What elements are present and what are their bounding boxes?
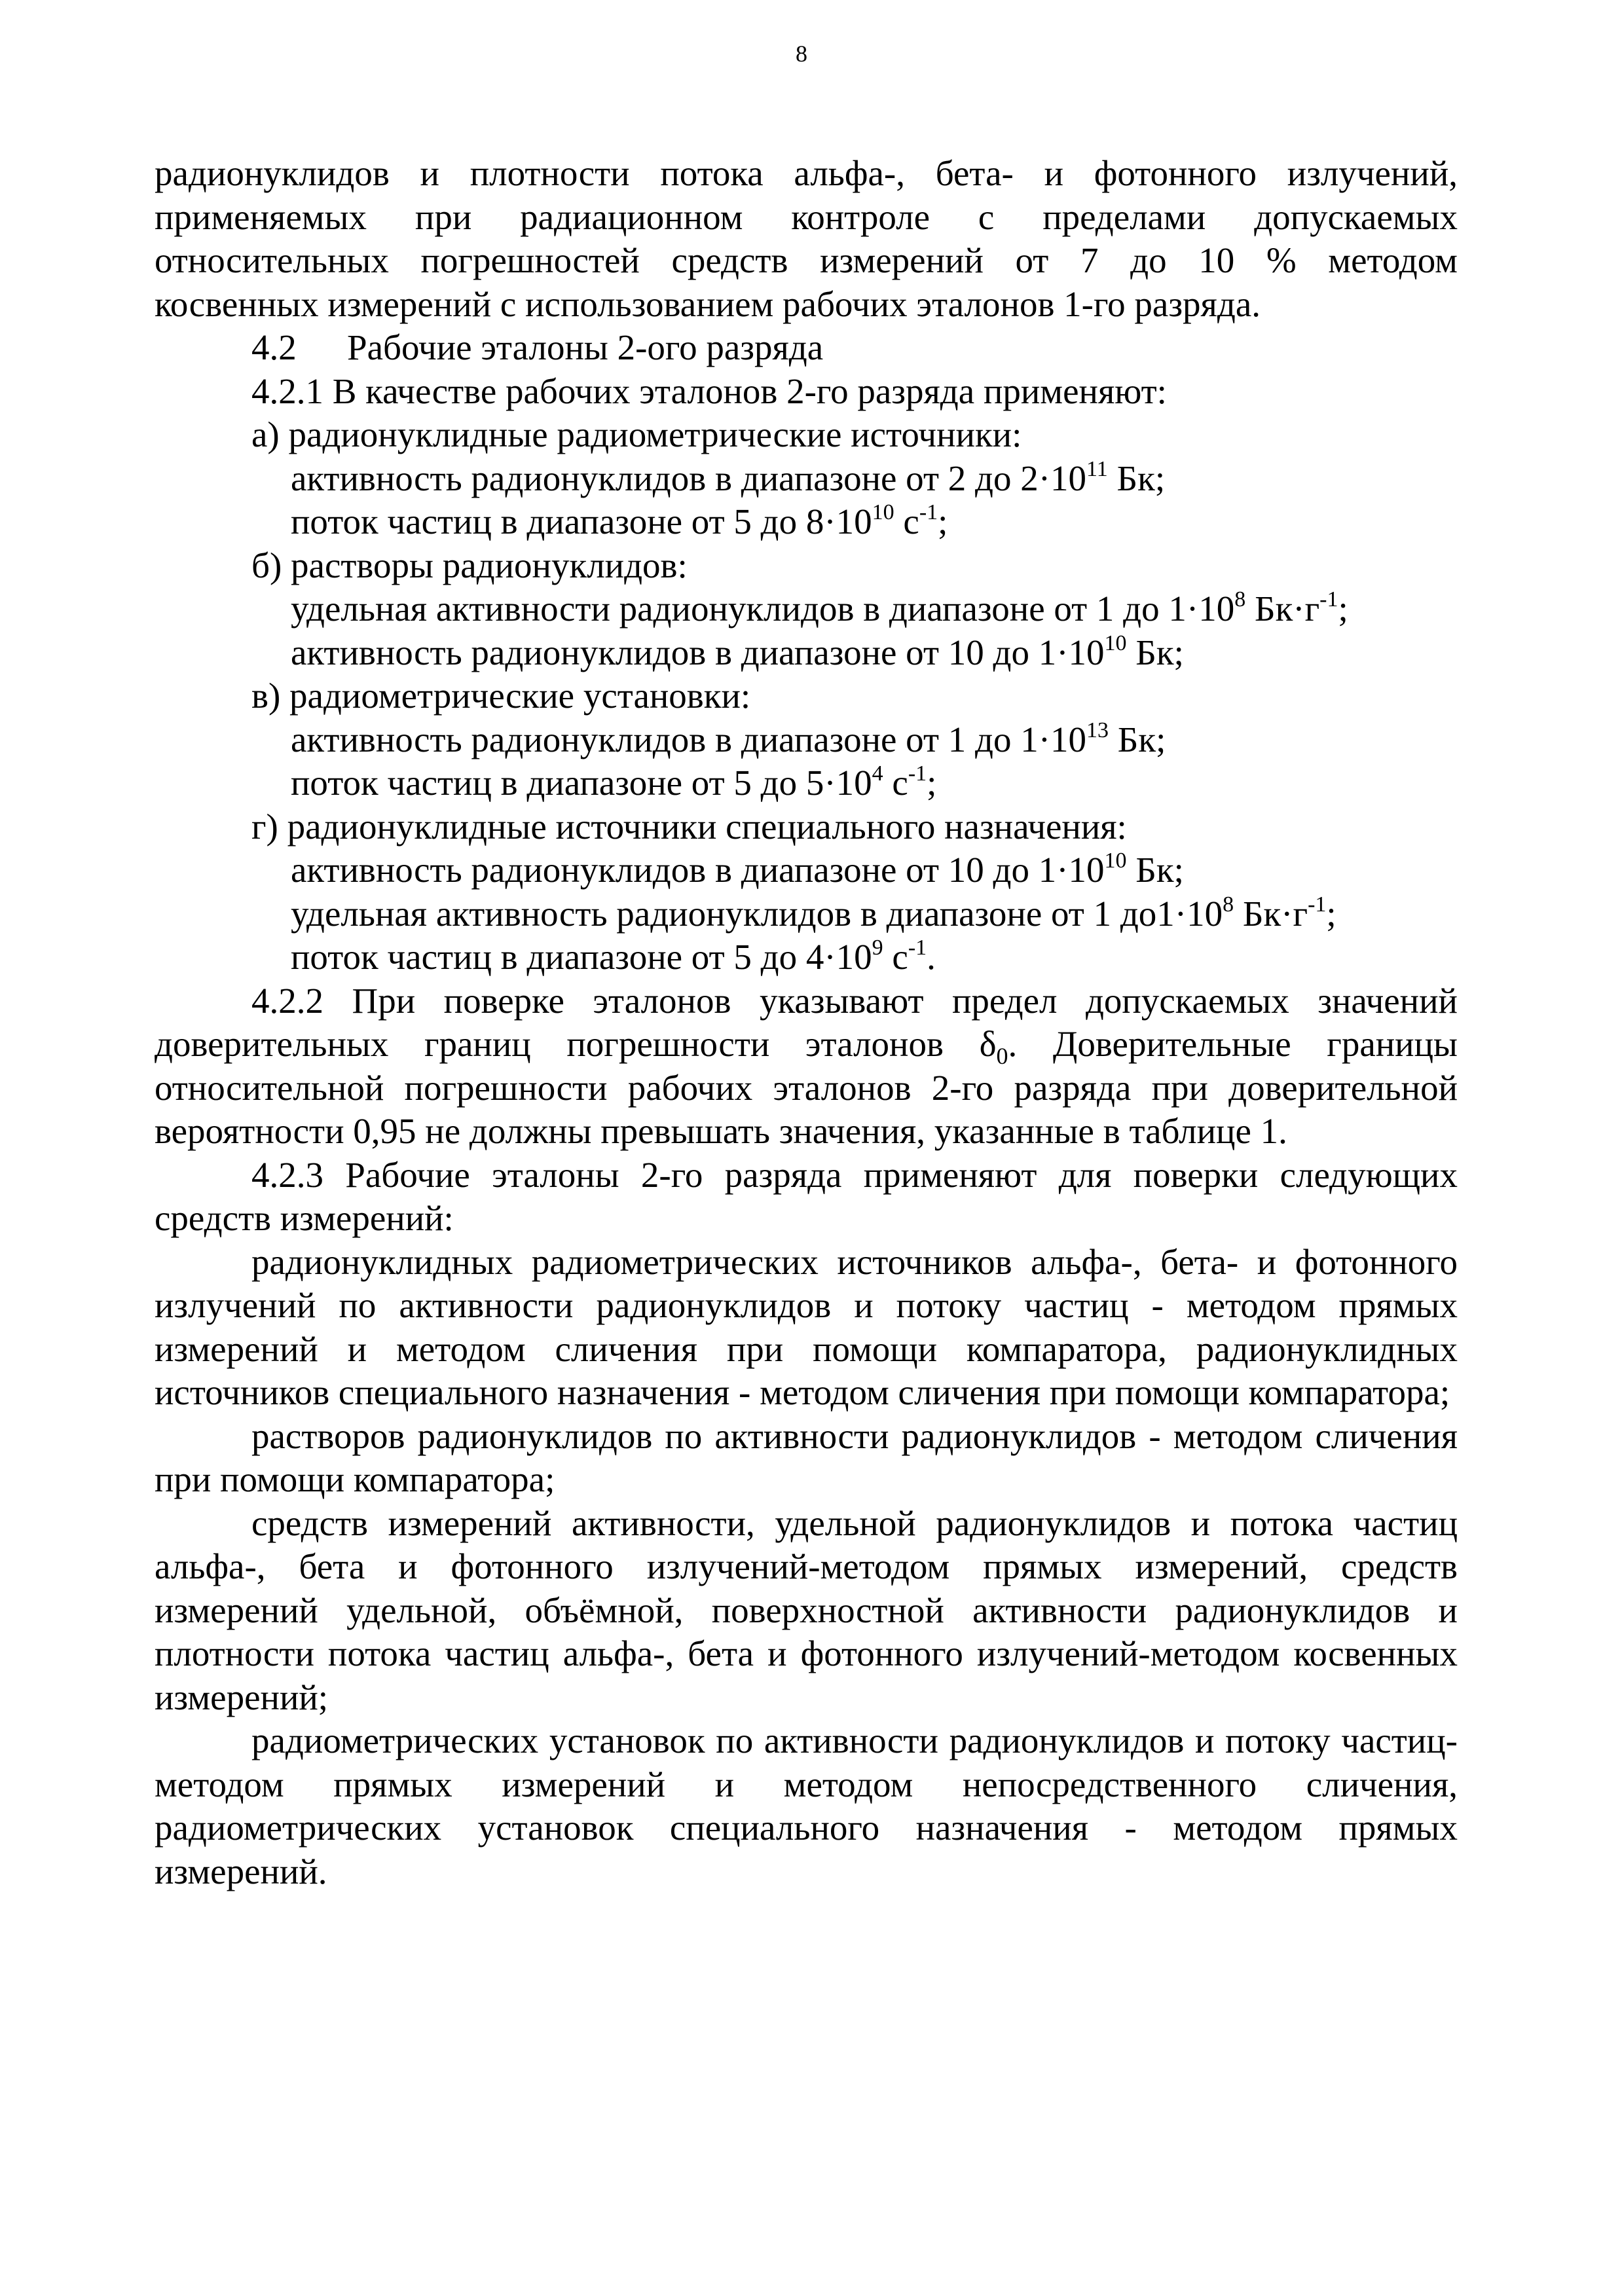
- list-item-v: в) радиометрические установки:: [251, 676, 751, 716]
- list-subitem: поток частиц в диапазоне от 5 до $4\cdot 10^9$ $с^{-1}$.: [291, 936, 936, 977]
- list-paragraph: растворов радионуклидов по активности радионуклидов - методом сличения при помощи компаратора;: [155, 1415, 1458, 1499]
- document-body: [155, 152, 1458, 1893]
- list-item-b: б) растворы радионуклидов:: [251, 545, 688, 585]
- section-heading-4-2: [155, 326, 1458, 370]
- section-number: 4.2: [251, 327, 297, 367]
- paragraph-line: относительных погрешностей средств измерений от 7 до 10 % методом: [155, 240, 1458, 280]
- list-paragraph: радиометрических установок по активности радионуклидов и потоку частиц-методом прямых измерений и методом непосредственного сличения, радиометрических установок специального назначения - методом прямых измерений.: [155, 1721, 1458, 1891]
- list-subitem: активность радионуклидов в диапазоне от 10 до $1\cdot 10^{10}$ Бк;: [291, 848, 1184, 890]
- list-item-a: а) радионуклидные радиометрические источники:: [251, 414, 1022, 454]
- section-4-2-1: 4.2.1 В качестве рабочих эталонов 2-го разряда применяют:: [251, 371, 1167, 411]
- list-subitem: активность радионуклидов в диапазоне от 1 до $1\cdot 10^{13}$ Бк;: [291, 718, 1166, 759]
- section-4-2-3: 4.2.3 Рабочие эталоны 2-го разряда применяют для поверки следующих средств измерений:: [155, 1154, 1458, 1238]
- list-subitem: поток частиц в диапазоне от 5 до $8\cdot 10^{10}$ $с^{-1}$;: [291, 500, 948, 541]
- list-subitem: удельная активности радионуклидов в диапазоне от 1 до $1\cdot 10^8$ $Бк\cdot г^{-1}$;: [291, 587, 1348, 629]
- list-paragraph: радионуклидных радиометрических источников альфа-, бета- и фотонного излучений по активности радионуклидов и потоку частиц - методом прямых измерений и методом сличения при помощи компаратора, радионуклидных источников специального назначения - методом сличения при помощи компаратора;: [155, 1241, 1458, 1412]
- paragraph-line: косвенных измерений с использованием рабочих эталонов 1-го разряда.: [155, 283, 1261, 324]
- list-subitem: активность радионуклидов в диапазоне от 2 до $2\cdot 10^{11}$ Бк;: [291, 456, 1166, 498]
- list-item-g: г) радионуклидные источники специального назначения:: [251, 806, 1127, 847]
- list-subitem: поток частиц в диапазоне от 5 до $5\cdot 10^4$ $с^{-1}$;: [291, 761, 937, 803]
- list-subitem: удельная активность радионуклидов в диапазоне от 1 $до1\cdot 10^8$ $Бк\cdot г^{-1}$;: [291, 892, 1336, 934]
- section-4-2-2: 4.2.2 При поверке эталонов указывают предел допускаемых значений доверительных границ погрешности эталонов $\delta_0$. Доверительные границы относительной погрешности рабочих эталонов 2-го разряда при доверительной вероятности 0,95 не должны превышать значения, указанные в таблице 1.: [155, 980, 1458, 1151]
- paragraph-line: применяемых при радиационном контроле с пределами допускаемых: [155, 196, 1458, 237]
- paragraph-line: радионуклидов и плотности потока альфа-, бета- и фотонного излучений,: [155, 153, 1458, 193]
- list-subitem: активность радионуклидов в диапазоне от 10 до $1\cdot 10^{10}$ Бк;: [291, 630, 1184, 672]
- list-paragraph: средств измерений активности, удельной радионуклидов и потока частиц альфа-, бета и фотонного излучений-методом прямых измерений, средств измерений удельной, объёмной, поверхностной активности радионуклидов и плотности потока частиц альфа-, бета и фотонного излучений-методом косвенных измерений;: [155, 1503, 1458, 1717]
- section-title: Рабочие эталоны 2-ого разряда: [347, 327, 824, 367]
- page-number: 8: [796, 41, 807, 67]
